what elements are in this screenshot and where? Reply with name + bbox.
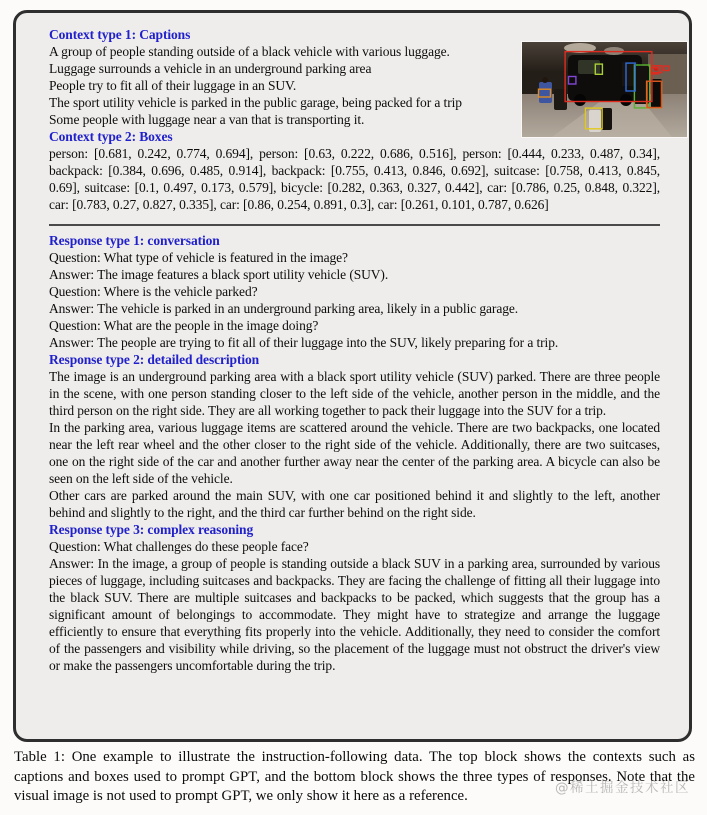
qa-line-1: Question: What type of vehicle is featured in the image? <box>49 250 348 265</box>
caption-line-1: A group of people standing outside of a black vehicle with various luggage. <box>49 44 450 59</box>
parking-garage-photo <box>522 42 687 137</box>
qa-line-5: Question: What are the people in the image doing? <box>49 318 319 333</box>
response3-title: Response type 3: complex reasoning <box>49 522 254 537</box>
response2-title: Response type 2: detailed description <box>49 352 260 367</box>
watermark: @稀土掘金技术社区 <box>555 780 690 796</box>
example-panel <box>13 10 692 742</box>
qa-line-3: Question: Where is the vehicle parked? <box>49 284 258 299</box>
caption-line-3: People try to fit all of their luggage in an SUV. <box>49 78 297 93</box>
table-caption: Table 1: One example to illustrate the instruction-following data. The top block shows the contexts such as captions and boxes used to prompt GPT, and the bottom block shows the three types of responses. Note that the visual image is not used to prompt GPT, we only show it here as a reference. <box>14 749 695 804</box>
caption-line-2: Luggage surrounds a vehicle in an underground parking area <box>49 61 372 76</box>
caption-line-4: The sport utility vehicle is parked in the public garage, being packed for a trip <box>49 95 462 110</box>
panel-content <box>16 13 689 739</box>
boxes-text: person: [0.681, 0.242, 0.774, 0.694], person: [0.63, 0.222, 0.686, 0.516], person: [0.444, 0.233, 0.487, 0.34], backpack: [0.384, 0.696, 0.485, 0.914], backpack: [0.755, 0.413, 0.846, 0.692], suitcase: [0.758, 0.413, 0.845, 0.69], suitcase: [0.1, 0.497, 0.173, 0.579], bicycle: [0.282, 0.363, 0.327, 0.442], car: [0.786, 0.25, 0.848, 0.322], car: [0.783, 0.27, 0.827, 0.335], car: [0.86, 0.254, 0.891, 0.3], car: [0.261, 0.101, 0.787, 0.626] <box>49 146 660 212</box>
response1-title: Response type 1: conversation <box>49 233 220 248</box>
description-paragraph-1: The image is an underground parking area with a black sport utility vehicle (SUV) parked. There are three people in the scene, with one person standing closer to the left side of the vehicle, another person in the middle, and the third person on the right side. They are all working together to pack their luggage into the SUV for a trip. <box>49 369 660 418</box>
description-paragraph-2: In the parking area, various luggage items are scattered around the vehicle. There are two backpacks, one located near the left rear wheel and the other closer to the right side of the vehicle. Additionally, there are two suitcases, one on the right side of the car and another further away near the center of the parking area. A bicycle can also be seen on the left side of the vehicle. <box>49 420 660 486</box>
context-image <box>522 42 687 137</box>
context1-title: Context type 1: Captions <box>49 27 191 42</box>
caption-line-5: Some people with luggage near a van that is transporting it. <box>49 112 365 127</box>
reasoning-question: Question: What challenges do these people face? <box>49 539 309 554</box>
context2-title: Context type 2: Boxes <box>49 129 173 144</box>
qa-line-4: Answer: The vehicle is parked in an underground parking area, likely in a public garage. <box>49 301 519 316</box>
qa-line-2: Answer: The image features a black sport utility vehicle (SUV). <box>49 267 389 282</box>
reasoning-answer: Answer: In the image, a group of people is standing outside a black SUV in a parking area, surrounded by various pieces of luggage, including suitcases and backpacks. They are facing the challenge of fitting all their luggage into the black SUV. There are multiple suitcases and backpacks to be packed, which suggests that the group has a significant amount of belongings to accommodate. They might have to strategize and arrange the luggage efficiently to ensure that everything fits properly into the vehicle. Additionally, they need to consider the comfort of the passengers and visibility while driving, so the placement of the luggage must not obstruct the driver's view or make the passengers uncomfortable during the trip. <box>49 556 660 673</box>
section-divider <box>49 224 660 226</box>
description-paragraph-3: Other cars are parked around the main SUV, with one car positioned behind it and slightly to the left, another behind and slightly to the right, and the third car further behind on the right side. <box>49 488 660 520</box>
qa-line-6: Answer: The people are trying to fit all of their luggage into the SUV, likely preparing for a trip. <box>49 335 559 350</box>
